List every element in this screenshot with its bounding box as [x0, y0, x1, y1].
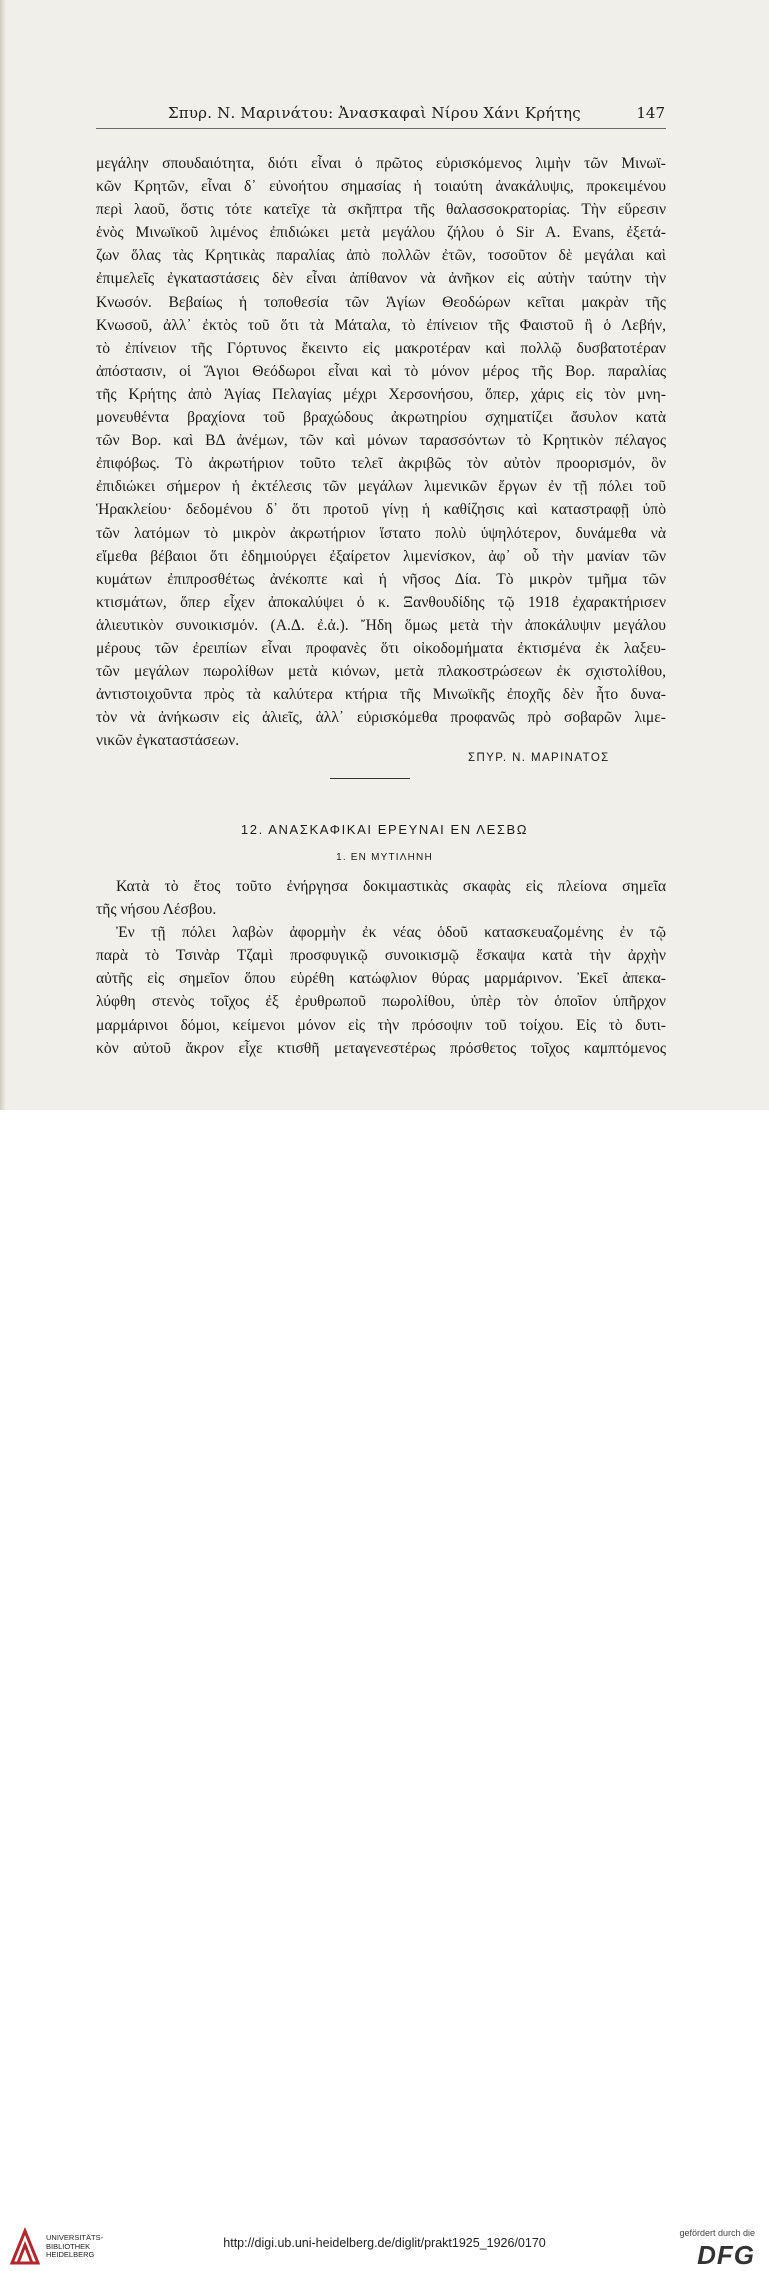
permalink-url[interactable]: http://digi.ub.uni-heidelberg.de/diglit/prakt1925_1926/0170: [223, 2236, 546, 2250]
text-line: τὸν νὰ ἀνήκωσιν εἰς ἁλιεῖς, ἀλλ᾿ εὑρισκόμεθα προφανῶς πρὸ σοβαρῶν λιμε-: [96, 709, 666, 727]
text-line: μαρμάρινοι δόμοι, κείμενοι μόνον εἰς τὴν πρόσοψιν τοῦ τοίχου. Εἰς τὸ δυτι-: [96, 1016, 666, 1034]
library-name: UNIVERSITÄTS- BIBLIOTHEK HEIDELBERG: [46, 2233, 104, 2259]
text-line: Ἡρακλείου· δεδομένου δ᾿ ὅτι προτοῦ γίνῃ ἡ καθίζησις καὶ καταστραφῇ ὑπὸ: [96, 501, 666, 519]
text-line: ἑνὸς Μινωϊκοῦ λιμένος ἐπιδιώκει μετὰ μεγάλου ζήλου ὁ Sir A. Evans, ἐξετά-: [96, 224, 666, 242]
text-line: Κνωσόν. Βεβαίως ἡ τοποθεσία τῶν Ἁγίων Θεοδώρων κεῖται μακρὰν τῆς: [96, 293, 666, 311]
text-line: μεγάλην σπουδαιότητα, διότι εἶναι ὁ πρῶτος εὑρισκόμενος λιμὴν τῶν Μινωϊ-: [96, 155, 666, 172]
subsection-title: 1. ΕΝ ΜΥΤΙΛΗΝΗ: [336, 852, 433, 863]
digitization-footer: [0, 1110, 769, 2270]
text-line: λύφθη στενὸς τοῖχος ἐξ ἐρυθρωποῦ πωρολίθου, ὑπὲρ τὸν ὁποῖον ὑπῆρχον: [96, 993, 666, 1011]
header-rule: [96, 128, 666, 129]
text-line: κὸν αὐτοῦ ἄκρον εἶχε κτισθῆ μεταγενεστέρως πρόσθετος τοῖχος καμπτόμενος: [96, 1039, 666, 1057]
section-body: [96, 875, 666, 1060]
text-line: τῶν λατόμων τὸ μικρὸν ἀκρωτήριον ἵστατο πολὺ ὑψηλότερον, δυνάμεθα νὰ: [96, 524, 666, 542]
text-line: τῶν μεγάλων πωρολίθων μετὰ κιόνων, μετὰ πλακοστρώσεων ἐκ σχιστολίθου,: [96, 663, 666, 681]
text-line: ἐπιμελεῖς ἐγκαταστάσεις δὲν εἶναι ἀπίθανον νὰ ἀνῆκον εἰς αὐτὴν ταύτην τὴν: [96, 270, 666, 288]
article-body: [96, 152, 666, 752]
text-line: ζων ὅλας τὰς Κρητικὰς παραλίας ἀπὸ πολλῶν ἐτῶν, τοσοῦτον δὲ μεγάλαι καὶ: [96, 247, 666, 265]
text-line: ἐπιδιώκει σήμερον ἡ ἐκτέλεσις τῶν μεγάλων λιμενικῶν ἔργων ἐν τῇ πόλει τοῦ: [96, 478, 666, 496]
text-line: ἀντιστοιχοῦντα πρὸς τὰ καλύτερα κτήρια τῆς Μινωϊκῆς ἐποχῆς δὲν ἦτο δυνα-: [96, 686, 666, 704]
section-divider: [330, 778, 410, 779]
page-binding-edge: [0, 0, 6, 1110]
text-line: αὐτῆς εἰς σημεῖον ὅπου εὑρέθη κατώφλιον θύρας μαρμάρινον. Ἐκεῖ ἀπεκα-: [96, 970, 666, 988]
text-line: μονευθέντα βραχίονα τοῦ βραχώδους ἀκρωτηρίου σχηματίζει ἄσυλον κατὰ: [96, 409, 666, 427]
text-line: κυμάτων ἐπιπροσθέτως ἀνέκοπτε καὶ ἡ νῆσος Δία. Τὸ μικρὸν τμῆμα τῶν: [96, 570, 666, 588]
text-line: ἐπιφόβως. Τὸ ἀκρωτήριον τοῦτο τελεῖ ἀκριβῶς τὸν αὐτὸν προορισμόν, ὃν: [96, 455, 666, 473]
funded-by-label: gefördert durch die: [679, 2228, 755, 2238]
text-line: Ἐν τῇ πόλει λαβὼν ἀφορμὴν ἐκ νέας ὁδοῦ κατασκευαζομένης ἐν τῷ: [116, 924, 666, 942]
section-title: 12. ΑΝΑΣΚΑΦΙΚΑΙ ΕΡΕΥΝΑΙ ΕΝ ΛΕΣΒΩ: [240, 822, 529, 837]
text-line: περὶ λαοῦ, ὅστις τότε κατεῖχε τὰ σκῆπτρα τῆς θαλασσοκρατορίας. Τὴν εὕρεσιν: [96, 201, 666, 219]
text-line: παρὰ τὸ Τσινὰρ Τζαμὶ προσφυγικῷ συνοικισμῷ ἔσκαψα κατὰ τὴν ἀρχὴν: [96, 947, 666, 965]
running-title: Σπυρ. Ν. Μαρινάτου: Ἀνασκαφαὶ Νίρου Χάνι Κρήτης: [168, 104, 581, 122]
text-line: κῶν Κρητῶν, εἶναι δ᾿ εὐνοήτου σημασίας ἡ τοιαύτη ἀνακάλυψις, προκειμένου: [96, 178, 666, 196]
text-line: Κνωσοῦ, ἀλλ᾿ ἐκτὸς τοῦ ὅτι τὰ Μάταλα, τὸ ἐπίνειον τῆς Φαιστοῦ ἢ ὁ Λεβήν,: [96, 316, 666, 334]
text-line: κτισμάτων, ὅπερ εἶχεν ἀποκαλύψει ὁ κ. Ξανθουδίδης τῷ 1918 ἐχαρακτήρισεν: [96, 593, 666, 611]
text-line: τῆς Κρήτης ἀπὸ Ἁγίας Πελαγίας μέχρι Χερσονήσου, ὅπερ, χάρις εἰς τὸν μνη-: [96, 385, 666, 403]
page-number: 147: [636, 104, 665, 122]
text-line: ἁλιευτικὸν συνοικισμόν. (Α.Δ. ἐ.ἀ.). Ἤδη ὅμως μετὰ τὴν ἀποκάλυψιν μεγάλου: [96, 616, 666, 634]
text-line: μέρους τῶν ἐρειπίων εἶναι προφανὲς ὅτι οἰκοδομήματα ἐκτισμένα ἐκ λαξευ-: [96, 639, 666, 657]
dfg-logo: DFG: [697, 2240, 755, 2270]
text-line: ἀπόστασιν, οἱ Ἅγιοι Θεόδωροι εἶναι καὶ τὸ μόνον μέρος τῆς Βορ. παραλίας: [96, 362, 666, 380]
text-line: νικῶν ἐγκαταστάσεων.: [96, 732, 240, 750]
text-line: τῆς νήσου Λέσβου.: [96, 901, 217, 919]
text-line: τῶν Βορ. καὶ ΒΔ ἀνέμων, τῶν καὶ μόνων ταρασσόντων τὸ Κρητικὸν πέλαγος: [96, 432, 666, 450]
text-line: Κατὰ τὸ ἔτος τοῦτο ἐνήργησα δοκιμαστικὰς σκαφὰς εἰς πλείονα σημεῖα: [116, 878, 666, 895]
author-signature: ΣΠΥΡ. Ν. ΜΑΡΙΝΑΤΟΣ: [468, 752, 610, 764]
text-line: εἴμεθα βέβαιοι ὅτι ἐδημιούργει ἐξαίρετον λιμενίσκον, ἀφ᾿ οὗ τὴν μανίαν τῶν: [96, 547, 666, 565]
text-line: τὸ ἐπίνειον τῆς Γόρτυνος ἔκειντο εἰς μακροτέραν καὶ πολλῷ δυσβατοτέραν: [96, 339, 666, 357]
